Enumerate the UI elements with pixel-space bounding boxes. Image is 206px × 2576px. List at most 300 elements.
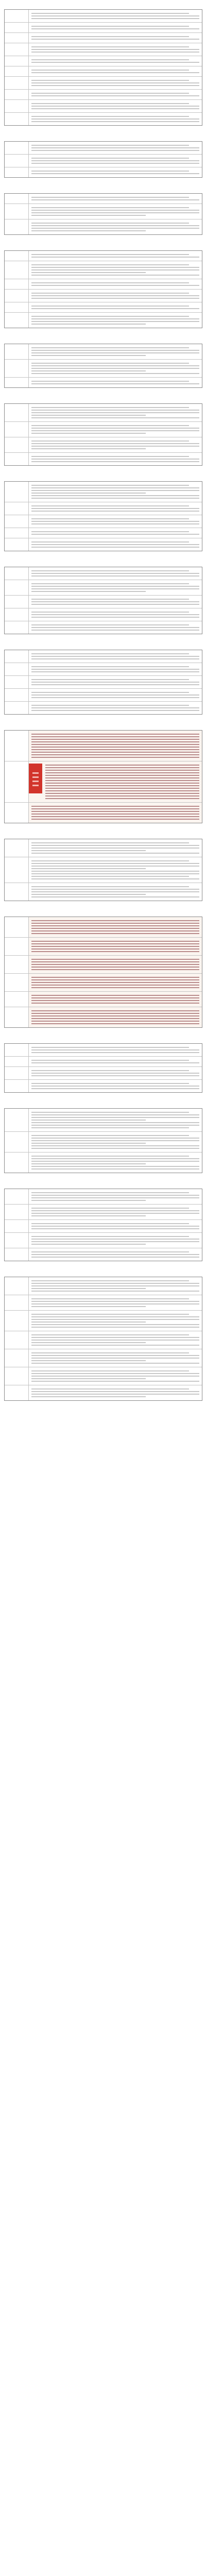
row-body — [29, 621, 202, 634]
text-line-placeholder — [31, 70, 189, 71]
text-line-placeholder — [31, 1239, 199, 1240]
text-line-placeholder — [31, 964, 199, 965]
text-line-placeholder — [45, 772, 199, 773]
section-row — [5, 89, 202, 99]
text-line-placeholder — [31, 108, 199, 109]
text-line-placeholder — [45, 775, 199, 776]
section-row — [5, 973, 202, 991]
text-line-placeholder — [31, 160, 199, 161]
text-line-placeholder — [31, 671, 199, 672]
row-body — [29, 515, 202, 528]
text-line-placeholder — [31, 505, 189, 506]
text-line-placeholder — [31, 511, 199, 512]
text-line-placeholder — [31, 1070, 189, 1071]
text-line-placeholder — [31, 588, 199, 589]
document-section — [4, 829, 202, 901]
row-body — [29, 1311, 202, 1331]
section-row — [5, 1385, 202, 1400]
section-row — [5, 32, 202, 43]
row-body — [29, 580, 202, 595]
section-row — [5, 452, 202, 465]
section-row — [5, 688, 202, 701]
text-line-placeholder — [31, 850, 146, 851]
row-body — [29, 279, 202, 289]
text-line-placeholder — [31, 1158, 199, 1159]
seal-character — [32, 785, 39, 786]
row-label — [5, 917, 29, 937]
text-line-placeholder — [31, 943, 199, 944]
row-label — [5, 1367, 29, 1385]
section-row — [5, 112, 202, 125]
row-label — [5, 1007, 29, 1027]
text-line-placeholder — [31, 1314, 189, 1315]
text-line-placeholder — [31, 925, 199, 926]
text-line-placeholder — [31, 365, 199, 366]
section-row — [5, 359, 202, 377]
text-line-placeholder — [31, 1301, 199, 1302]
row-body — [29, 1331, 202, 1349]
row-body — [29, 313, 202, 328]
text-line-placeholder — [31, 493, 146, 494]
text-line-placeholder — [31, 604, 199, 605]
text-line-placeholder — [31, 1210, 199, 1211]
document-section — [4, 472, 202, 551]
text-line-placeholder — [31, 59, 189, 60]
text-line-placeholder — [31, 72, 199, 73]
row-body — [29, 839, 202, 857]
section-table — [4, 9, 202, 126]
row-body — [29, 1057, 202, 1066]
text-line-placeholder — [31, 1075, 199, 1076]
text-line-placeholder — [31, 381, 189, 382]
row-label — [5, 251, 29, 261]
text-line-placeholder — [45, 783, 199, 784]
row-label — [5, 803, 29, 823]
text-line-placeholder — [31, 848, 199, 849]
text-line-placeholder — [31, 425, 189, 426]
text-line-placeholder — [31, 969, 199, 970]
text-line-placeholder — [31, 518, 189, 519]
text-line-placeholder — [31, 710, 199, 711]
text-line-placeholder — [31, 443, 199, 444]
row-label — [5, 56, 29, 66]
text-line-placeholder — [31, 1283, 199, 1284]
section-table — [4, 1277, 202, 1401]
text-line-placeholder — [31, 80, 189, 81]
section-table — [4, 1043, 202, 1093]
text-line-placeholder — [31, 860, 189, 861]
section-row — [5, 1056, 202, 1066]
row-body — [29, 360, 202, 377]
text-line-placeholder — [31, 1298, 189, 1299]
section-row — [5, 1131, 202, 1152]
section-row — [5, 701, 202, 714]
text-line-placeholder — [31, 544, 199, 545]
text-line-placeholder — [31, 692, 189, 693]
row-label — [5, 1295, 29, 1310]
section-row — [5, 421, 202, 437]
text-line-placeholder — [31, 669, 199, 670]
row-body — [29, 1349, 202, 1367]
text-line-placeholder — [31, 199, 199, 200]
text-line-placeholder — [31, 1373, 199, 1374]
row-label — [5, 482, 29, 502]
text-line-placeholder — [31, 705, 189, 706]
section-row — [5, 377, 202, 387]
row-body — [29, 194, 202, 204]
row-body — [29, 538, 202, 551]
row-body — [29, 10, 202, 22]
text-line-placeholder — [31, 93, 189, 94]
section-row — [5, 839, 202, 857]
document-section — [4, 1099, 202, 1173]
row-body — [29, 1044, 202, 1056]
text-line-placeholder — [31, 1319, 199, 1320]
text-line-placeholder — [31, 49, 199, 50]
text-line-placeholder — [31, 269, 199, 270]
section-row — [5, 219, 202, 234]
text-line-placeholder — [31, 508, 199, 509]
document-section — [4, 334, 202, 388]
text-line-placeholder — [31, 272, 146, 273]
row-body — [29, 1132, 202, 1152]
section-row — [5, 279, 202, 289]
section-row — [5, 1219, 202, 1232]
row-body — [29, 77, 202, 89]
section-row — [5, 261, 202, 279]
row-body — [29, 167, 202, 177]
text-line-placeholder — [31, 933, 199, 934]
text-line-placeholder — [45, 767, 199, 768]
section-title — [4, 132, 202, 141]
row-body — [29, 596, 202, 608]
text-line-placeholder — [31, 173, 199, 174]
section-row — [5, 1189, 202, 1204]
row-body — [29, 43, 202, 56]
text-line-placeholder — [31, 158, 189, 159]
row-body — [29, 113, 202, 125]
section-row — [5, 538, 202, 551]
section-title — [4, 1267, 202, 1277]
section-row — [5, 1248, 202, 1261]
document-section — [4, 640, 202, 715]
document-section — [4, 1267, 202, 1401]
text-line-placeholder — [31, 412, 199, 413]
section-row — [5, 1007, 202, 1027]
text-line-placeholder — [31, 487, 199, 488]
section-row — [5, 883, 202, 901]
text-line-placeholder — [31, 18, 199, 19]
section-table — [4, 403, 202, 466]
text-line-placeholder — [31, 1251, 189, 1252]
text-line-placeholder — [31, 754, 199, 755]
row-label — [5, 155, 29, 167]
text-line-placeholder — [31, 324, 146, 325]
text-line-placeholder — [31, 1327, 199, 1328]
row-label — [5, 1277, 29, 1295]
section-row — [5, 650, 202, 663]
row-body — [29, 33, 202, 43]
text-line-placeholder — [31, 1062, 199, 1063]
row-label — [5, 608, 29, 621]
text-line-placeholder — [31, 1291, 199, 1292]
section-table — [4, 193, 202, 235]
section-table — [4, 1108, 202, 1173]
row-label — [5, 1248, 29, 1261]
section-row — [5, 76, 202, 89]
text-line-placeholder — [31, 985, 199, 986]
text-line-placeholder — [31, 485, 189, 486]
text-line-placeholder — [31, 1355, 199, 1356]
text-line-placeholder — [31, 891, 199, 892]
row-body — [29, 56, 202, 66]
section-title — [4, 1179, 202, 1189]
section-row — [5, 482, 202, 502]
section-row — [5, 289, 202, 302]
row-body — [29, 453, 202, 465]
row-label — [5, 689, 29, 701]
row-body — [29, 290, 202, 302]
section-row — [5, 917, 202, 937]
row-body — [29, 1248, 202, 1261]
document-section — [4, 1179, 202, 1261]
text-line-placeholder — [31, 264, 189, 265]
text-line-placeholder — [31, 103, 189, 104]
row-label — [5, 66, 29, 76]
text-line-placeholder — [31, 928, 199, 929]
section-row — [5, 1349, 202, 1367]
text-line-placeholder — [31, 736, 199, 737]
text-line-placeholder — [31, 866, 199, 867]
text-line-placeholder — [31, 1337, 199, 1338]
section-row — [5, 663, 202, 675]
text-line-placeholder — [31, 987, 199, 988]
text-line-placeholder — [31, 923, 199, 924]
text-line-placeholder — [31, 876, 189, 877]
row-label — [5, 313, 29, 328]
section-row — [5, 1079, 202, 1092]
text-line-placeholder — [31, 456, 189, 457]
text-line-placeholder — [31, 1241, 199, 1242]
section-row — [5, 251, 202, 261]
section-row — [5, 1152, 202, 1173]
section-title — [4, 0, 202, 9]
text-line-placeholder — [31, 894, 146, 895]
section-table — [4, 344, 202, 388]
text-line-placeholder — [31, 896, 199, 897]
row-body — [29, 302, 202, 312]
row-body — [29, 1109, 202, 1131]
text-line-placeholder — [45, 785, 199, 786]
section-row — [5, 528, 202, 538]
section-row — [5, 608, 202, 621]
section-row — [5, 675, 202, 688]
text-line-placeholder — [31, 430, 199, 431]
text-line-placeholder — [31, 1112, 189, 1113]
text-line-placeholder — [31, 1226, 199, 1227]
row-label — [5, 731, 29, 761]
row-label — [5, 219, 29, 234]
text-line-placeholder — [31, 1215, 146, 1216]
row-body — [29, 155, 202, 167]
row-body — [29, 1233, 202, 1248]
row-label — [5, 761, 29, 802]
text-line-placeholder — [31, 871, 199, 872]
text-line-placeholder — [31, 28, 199, 29]
section-row — [5, 43, 202, 56]
text-line-placeholder — [31, 707, 199, 708]
text-line-placeholder — [31, 658, 199, 659]
section-table — [4, 1189, 202, 1261]
text-line-placeholder — [31, 1394, 199, 1395]
row-label — [5, 290, 29, 302]
text-line-placeholder — [31, 575, 199, 577]
row-label — [5, 1132, 29, 1152]
row-body — [29, 689, 202, 701]
section-table — [4, 567, 202, 634]
text-line-placeholder — [31, 586, 199, 587]
section-row — [5, 1109, 202, 1131]
section-table — [4, 250, 202, 328]
text-line-placeholder — [31, 1288, 146, 1289]
row-body — [29, 702, 202, 714]
text-line-placeholder — [31, 285, 199, 286]
row-label — [5, 167, 29, 177]
text-line-placeholder — [31, 316, 189, 317]
section-row — [5, 154, 202, 167]
row-body — [29, 938, 202, 955]
section-row — [5, 302, 202, 312]
text-line-placeholder — [31, 941, 199, 942]
row-label — [5, 857, 29, 883]
section-row — [5, 955, 202, 973]
text-line-placeholder — [31, 757, 199, 758]
text-line-placeholder — [31, 1125, 199, 1126]
text-line-placeholder — [31, 1086, 199, 1087]
row-label — [5, 663, 29, 675]
text-line-placeholder — [31, 230, 146, 231]
row-label — [5, 956, 29, 973]
text-line-placeholder — [45, 798, 199, 799]
text-line-placeholder — [31, 1127, 189, 1128]
section-row — [5, 1277, 202, 1295]
text-line-placeholder — [31, 679, 189, 680]
text-line-placeholder — [31, 1140, 199, 1141]
text-line-placeholder — [31, 523, 199, 524]
row-body — [29, 676, 202, 688]
text-line-placeholder — [31, 1145, 199, 1146]
text-line-placeholder — [31, 1049, 199, 1050]
section-title — [4, 241, 202, 250]
text-line-placeholder — [31, 878, 199, 879]
text-line-placeholder — [31, 1306, 146, 1307]
text-line-placeholder — [31, 171, 189, 172]
text-line-placeholder — [31, 1391, 199, 1392]
section-title — [4, 557, 202, 567]
text-line-placeholder — [31, 145, 189, 146]
row-body — [29, 528, 202, 538]
row-label — [5, 1080, 29, 1092]
text-line-placeholder — [31, 612, 189, 613]
text-line-placeholder — [31, 36, 189, 37]
text-line-placeholder — [45, 770, 199, 771]
text-line-placeholder — [31, 624, 189, 625]
text-line-placeholder — [31, 415, 146, 416]
section-table — [4, 730, 202, 823]
section-row — [5, 404, 202, 421]
text-line-placeholder — [31, 197, 189, 198]
text-line-placeholder — [31, 873, 199, 874]
row-label — [5, 261, 29, 279]
text-line-placeholder — [31, 433, 146, 434]
text-line-placeholder — [31, 1303, 199, 1304]
text-line-placeholder — [31, 298, 199, 299]
row-label — [5, 204, 29, 219]
row-body — [29, 1295, 202, 1310]
text-line-placeholder — [31, 1213, 199, 1214]
seal-character — [32, 772, 39, 774]
section-title — [4, 721, 202, 730]
text-line-placeholder — [31, 570, 189, 571]
row-body — [29, 857, 202, 883]
section-row — [5, 567, 202, 580]
text-line-placeholder — [31, 46, 189, 47]
row-label — [5, 938, 29, 955]
text-line-placeholder — [31, 490, 199, 491]
text-line-placeholder — [31, 308, 199, 309]
text-line-placeholder — [31, 370, 146, 371]
section-title — [4, 184, 202, 193]
text-line-placeholder — [31, 1047, 189, 1048]
text-line-placeholder — [31, 1000, 199, 1001]
seal-characters — [31, 770, 40, 787]
section-row — [5, 142, 202, 154]
text-line-placeholder — [31, 868, 146, 869]
row-body — [29, 422, 202, 437]
text-line-placeholder — [31, 347, 189, 348]
text-line-placeholder — [31, 39, 199, 40]
text-line-placeholder — [31, 350, 199, 351]
text-line-placeholder — [31, 591, 146, 592]
section-row — [5, 204, 202, 219]
row-body — [29, 482, 202, 502]
text-line-placeholder — [31, 225, 199, 226]
document-section — [4, 184, 202, 235]
section-row — [5, 1310, 202, 1331]
row-label — [5, 344, 29, 359]
document-section — [4, 241, 202, 328]
row-body — [29, 974, 202, 991]
text-line-placeholder — [31, 967, 199, 968]
row-label — [5, 10, 29, 22]
text-line-placeholder — [31, 1148, 199, 1149]
text-line-placeholder — [45, 788, 199, 789]
section-row — [5, 1204, 202, 1219]
text-line-placeholder — [31, 440, 189, 442]
text-line-placeholder — [31, 997, 199, 998]
text-line-placeholder — [31, 886, 189, 887]
text-line-placeholder — [31, 267, 199, 268]
row-label — [5, 90, 29, 99]
text-line-placeholder — [31, 223, 189, 224]
section-row — [5, 595, 202, 608]
row-label — [5, 437, 29, 452]
row-body — [29, 251, 202, 261]
text-line-placeholder — [31, 282, 189, 283]
section-row — [5, 761, 202, 802]
text-line-placeholder — [31, 428, 199, 429]
row-body — [29, 1220, 202, 1232]
